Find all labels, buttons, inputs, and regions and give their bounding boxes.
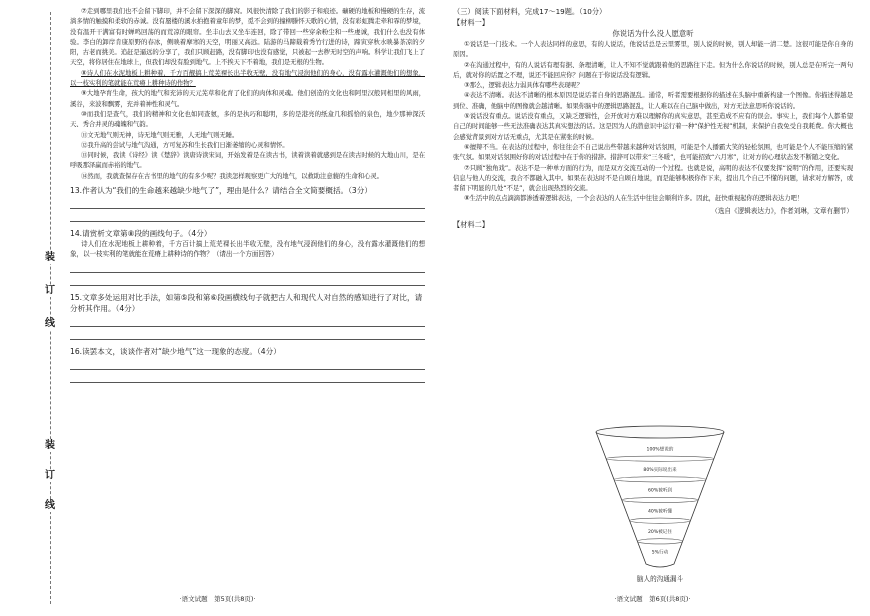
section-title: （三）阅读下面材料，完成17～19题。（10分） <box>453 7 607 16</box>
question-13 <box>70 185 425 222</box>
paragraph: ②在沟通过程中，有的人说话有理有据、条理清晰，让人不知不觉就跟着他的思路往下走。但为什么你说话的时候，别人总是在听完一两句后，就对你的话置之不理，说还不能回应你？问题在于你说话没有逻辑。 <box>453 60 853 79</box>
question-14 <box>70 228 425 286</box>
binding-char: 线 <box>45 318 55 329</box>
answer-line[interactable] <box>70 370 425 383</box>
paragraph: ⑦走到哪里我们也不会留下脚印，并不会留下深深的脚窝。风很快清除了我们的影子和痕迹。礦硬的地板和慢硬的生存，流淌多情的触摸和柔软的赤诚。没有蜃楼的溪水拍抱着童年的梦，觅不会到的撞柳滕怀天歌的心情，没有彩虹腾走牵和霏的梦境，没有温开干满富有时蝉鸣回荡的而荒凉的眼帘。坐丰山去又坐车连回，除了带回一些穿余粉尘和一些虔诚，我们什么也没有体验。李白的卸岸肯康原野的春冰，侧映着摩寒的天空，明丽又高远。陆游的马蹄载着秀竹行进的诗，蹄寅穿秋水映暴茶凉的夕阳，古老而挑美。追赶是逼远的分享了，我们只顾赶路，没有脚印也没有感觉，只被起一去秽无时空的声响。科学让我们飞上了天空，将你居住在地球上，但我们却没有脸到地气。上不挨天下不着地，我们是无根的生物。 <box>70 7 425 67</box>
funnel-level-label: 40%被听懂 <box>648 509 672 515</box>
answer-line[interactable] <box>70 273 425 286</box>
paragraph: ③那么，逻辑表达力弱具体有哪些表现呢？ <box>464 81 583 90</box>
paragraph: ⑬同时候，我读《诗经》读《楚辞》读唐诗读宋词，开始发着是在读古书，读着读着就感到是在读古时候的大地山川，是在呼吸那泽赢而赤裕的地气。 <box>70 151 425 170</box>
binding-line <box>50 12 51 604</box>
funnel-level-label: 80%实际说出来 <box>643 468 677 473</box>
question-16 <box>70 346 425 383</box>
binding-char: 订 <box>45 470 55 481</box>
paragraph: ⑭然而，我就查保存在古书里的地气的有多少呢？我读怎样观察更广大的地气，以救助注意藐的生命和心灵。 <box>81 171 383 180</box>
binding-margin <box>0 0 70 616</box>
paragraph: ⑧生活中的点点滴滴都渗透着逻辑表达，一个会表达的人在生活中往往会顺利许多。因此，赶快重视起你的逻辑表达力吧！ <box>464 194 804 203</box>
funnel-band-edge <box>606 456 714 461</box>
funnel-band-edge <box>637 539 682 544</box>
paragraph: ⑤说话没有重点。说话没有重点，又缺乏逻辑性，会开放对方难以理解你的真实意思，甚至造成不应有的误会。事实上，我们每个人都希望自己的时间能够一些无法准确表达其真实想法的话。这是因为人的潜意识中运行着一种“保护性无视”机制，来保护自我免受自我耗费。你大概也会感觉背景到对方话无重点，尤其是在紧张的时候。 <box>453 112 853 141</box>
funnel-level-label: 100%想说的 <box>646 447 674 453</box>
question-text: 15.文章多处运用对比手法，如第⑤段和第⑥段画横线句子就把古人和现代人对自然的感知进行了对比，请分析其作用。（4分） <box>70 292 423 313</box>
page-footer: ·语文试题 第5页(共8页)· <box>179 595 256 603</box>
answer-line[interactable] <box>70 357 425 370</box>
answer-line[interactable] <box>70 209 425 222</box>
material-label: 【材料一】 <box>453 18 489 27</box>
communication-funnel <box>590 424 730 574</box>
paragraph-underlined: ⑧诗人们在水泥地板上耕种着，千方百靓搞上荒芜裸长出半收无壁，没有地气浸润他们的身心，没有露水灌溉他们的想象，以一枝实利的笔就能在荒瘠上耕种诗的作物？ <box>70 68 425 88</box>
paragraph: ⑥擅辩不当。在表达的过程中，你往往会不自己说出些带越来越种对话氛围，可能是个人播霸大笑的轻松氛围，也可能是个人不能压缩的紧张气氛。如果对话氛围好你的对话过程中在于你的措辞。措辞可以带来“三冬暖”，也可能招致“六月寒”，让对方的心理状态发不断随之变化。 <box>453 142 853 162</box>
binding-char: 线 <box>45 500 55 511</box>
article-title: 你说话为什么没人愿意听 <box>612 29 694 38</box>
funnel-caption: 脑人的沟通漏斗 <box>636 575 684 583</box>
question-text: 14.请赏析文章第⑧段的画线句子。（4分） <box>70 229 212 239</box>
page-footer: ·语文试题 第6页(共8页)· <box>614 595 691 603</box>
binding-char: 装 <box>45 440 55 451</box>
answer-line[interactable] <box>70 260 425 273</box>
question-text: 16.读罢本文，谈谈作者对“缺少地气”这一现象的态度。（4分） <box>70 346 281 356</box>
paragraph: ⑫我升高的尝试与地气沟通，方可复苏和生长我们日渐萎缩的心灵和情怀。 <box>81 140 289 149</box>
right-content <box>453 6 853 230</box>
paragraph: ⑩而我们是查气，我们的精神和文化也如同查氨，多的是执巧和聪明，多的是港亮的纸盒几和摇恰的泉色，地少那神深沃天、秀合并灵的魂魄和气韵。 <box>70 109 425 129</box>
answer-line[interactable] <box>70 196 425 209</box>
funnel-rim <box>596 426 724 438</box>
funnel-level-label: 5%行动 <box>651 550 669 556</box>
paragraph: ⑨大地孕育生命，孩大的地气和充沛的天元芜草和化育了化们的肉体和灵魂。他们创造的文化也和阿里汉般同相里的风雨，溪谷，来波和飘雾，充并着神性和灵气。 <box>70 89 425 108</box>
funnel-level-label: 60%被听到 <box>648 488 672 494</box>
funnel-level-label: 20%被记住 <box>648 530 672 535</box>
answer-line[interactable] <box>70 327 425 340</box>
question-text: 13.作者认为“我们的生命越来越缺少地气了”，理由是什么？请结合全文简要概括。（3分） <box>70 186 372 196</box>
material-label: 【材料二】 <box>453 219 489 229</box>
funnel-graphic <box>590 424 730 569</box>
funnel-band-edge <box>622 497 698 502</box>
paragraph: ①说话是一门技术。一个人表达同样的意思，有的人说话，他说话总是云里雾里，别人说的时候，别人却能一清二楚。这很可能是你自身的原因。 <box>453 40 853 59</box>
paragraph: ⑪文无地气则无神，诗无地气则无雅，人无地气则无睡。 <box>81 130 239 139</box>
paragraph: ④表达不清晰。表达不清晰的根本原因是说话者自身的思路混乱。通常，听者需要根据你的描述在头脑中重新构建一个图像。你描述得越是到位、准确，他脑中的图像就会越清晰。如果你脑中的逻辑思路混乱，让人难以在自己脑中做出，对方无法意思听你说话的。 <box>453 91 853 110</box>
paragraph: ⑦只顾“独角戏”。表达不是一种单方面的行为，而是双方交流互动的一个过程。也就是说，高明的表达不仅要发挥“说明”的作用，还要实现信息与他人的交流，我合不都融入其中。如果在表达时不是自顾自地说，而是能够积极你作下来，提出几个自己不懂的问题，请求对方解答，或者留下明显的几处“不足”，就会出现热烈的交流。 <box>453 163 853 193</box>
question-quote: 诗人们在水泥地板上耕种着，千方百计搞上荒芜裸长出半收无壁，没有地气浸润他们的身心，没有露水灌溉他们的想象，以一枝实利的笔就能在荒瘠上耕种诗的作物？（请出一个方面回答） <box>70 240 425 259</box>
binding-char: 订 <box>45 285 55 296</box>
answer-line[interactable] <box>70 314 425 327</box>
funnel-band-edge <box>614 477 706 482</box>
question-15 <box>70 292 425 340</box>
right-page <box>435 0 870 616</box>
binding-char: 装 <box>45 252 55 263</box>
funnel-band-edge <box>630 518 691 523</box>
funnel-bands <box>606 445 714 555</box>
source-citation: （选自《逻辑表达力》，作者刘琳，文章有删节） <box>711 206 853 215</box>
left-content <box>70 6 425 383</box>
